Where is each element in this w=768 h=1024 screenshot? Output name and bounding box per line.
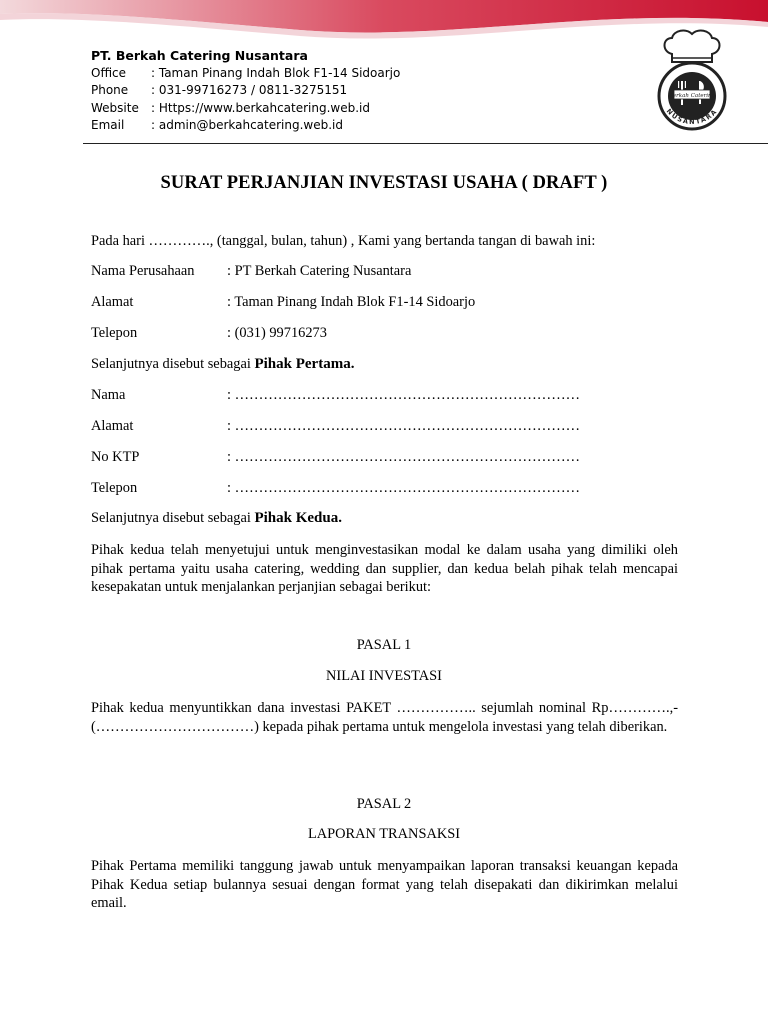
pasal1-paragraph: Pihak kedua menyuntikkan dana investasi PAKET …………….. sejumlah nominal Rp………….,- (……………………………) kepada pihak pertama untuk mengelola investasi yang telah diberikan.	[91, 700, 678, 735]
party1-field	[91, 294, 475, 311]
designation-text: Selanjutnya disebut sebagai	[91, 356, 255, 372]
info-label: Phone	[91, 83, 129, 98]
designation-bold: Pihak Pertama.	[254, 356, 355, 372]
info-label: Office	[91, 65, 127, 80]
field-label: Telepon	[91, 325, 138, 341]
logo-text-bottom: NUSANTARA	[664, 107, 720, 127]
header-divider	[83, 143, 768, 144]
field-value: : ………………………………………………………………	[227, 480, 580, 496]
info-value: : 031-99716273 / 0811-3275151	[151, 83, 348, 98]
field-label: Alamat	[91, 294, 134, 310]
document-title: SURAT PERJANJIAN INVESTASI USAHA ( DRAFT )	[160, 173, 608, 193]
pasal1-title: NILAI INVESTASI	[326, 668, 442, 684]
party1-field	[91, 263, 411, 280]
pasal2-heading: PASAL 2	[356, 796, 412, 812]
party1-designation	[91, 356, 354, 373]
info-label: Email	[91, 118, 125, 133]
party2-field	[91, 387, 580, 404]
field-label: Nama	[91, 387, 126, 403]
field-value: : Taman Pinang Indah Blok F1-14 Sidoarjo	[227, 294, 476, 310]
info-value: : Https://www.berkahcatering.web.id	[151, 100, 370, 115]
field-value: : ………………………………………………………………	[227, 387, 580, 403]
field-value: : ………………………………………………………………	[227, 449, 580, 465]
field-label: Telepon	[91, 480, 138, 496]
info-label: Website	[91, 100, 139, 115]
info-value: : Taman Pinang Indah Blok F1-14 Sidoarjo	[151, 65, 401, 80]
company-info-row	[91, 100, 400, 118]
designation-bold: Pihak Kedua.	[254, 510, 342, 526]
opening-line: Pada hari …………., (tanggal, bulan, tahun) , Kami yang bertanda tangan di bawah ini:	[91, 233, 596, 249]
company-info-row	[91, 117, 400, 135]
party2-field	[91, 418, 580, 435]
designation-text: Selanjutnya disebut sebagai	[91, 510, 255, 526]
field-label: Alamat	[91, 418, 134, 434]
logo-text-top: Berkah Catering	[668, 93, 716, 99]
pasal2-title: LAPORAN TRANSAKSI	[307, 826, 461, 842]
party1-field	[91, 325, 327, 342]
info-value: : admin@berkahcatering.web.id	[151, 118, 344, 133]
field-label: Nama Perusahaan	[91, 263, 195, 279]
company-logo	[648, 26, 736, 132]
party2-field	[91, 449, 580, 466]
company-name: PT. Berkah Catering Nusantara	[91, 48, 308, 63]
field-value: : PT Berkah Catering Nusantara	[227, 263, 412, 279]
field-label: No KTP	[91, 449, 140, 465]
company-info-row	[91, 65, 400, 83]
company-info	[91, 47, 400, 135]
field-value: : (031) 99716273	[227, 325, 327, 341]
company-info-row	[91, 82, 400, 100]
party2-field	[91, 480, 580, 497]
agreement-paragraph: Pihak kedua telah menyetujui untuk menginvestasikan modal ke dalam usaha yang dimiliki oleh pihak pertama yaitu usaha catering, wedding dan supplier, dan kedua belah pihak telah mencapai kesepakatan untuk menjalankan perjanjian sebagai berikut:	[91, 542, 678, 596]
pasal1-heading: PASAL 1	[356, 637, 412, 653]
pasal2-paragraph: Pihak Pertama memiliki tanggung jawab untuk menyampaikan laporan transaksi keuangan kepada Pihak Kedua setiap bulannya sesuai dengan format yang telah disepakati dan dikirimkan melalui email.	[91, 858, 678, 912]
party2-designation	[91, 510, 342, 527]
field-value: : ………………………………………………………………	[227, 418, 580, 434]
